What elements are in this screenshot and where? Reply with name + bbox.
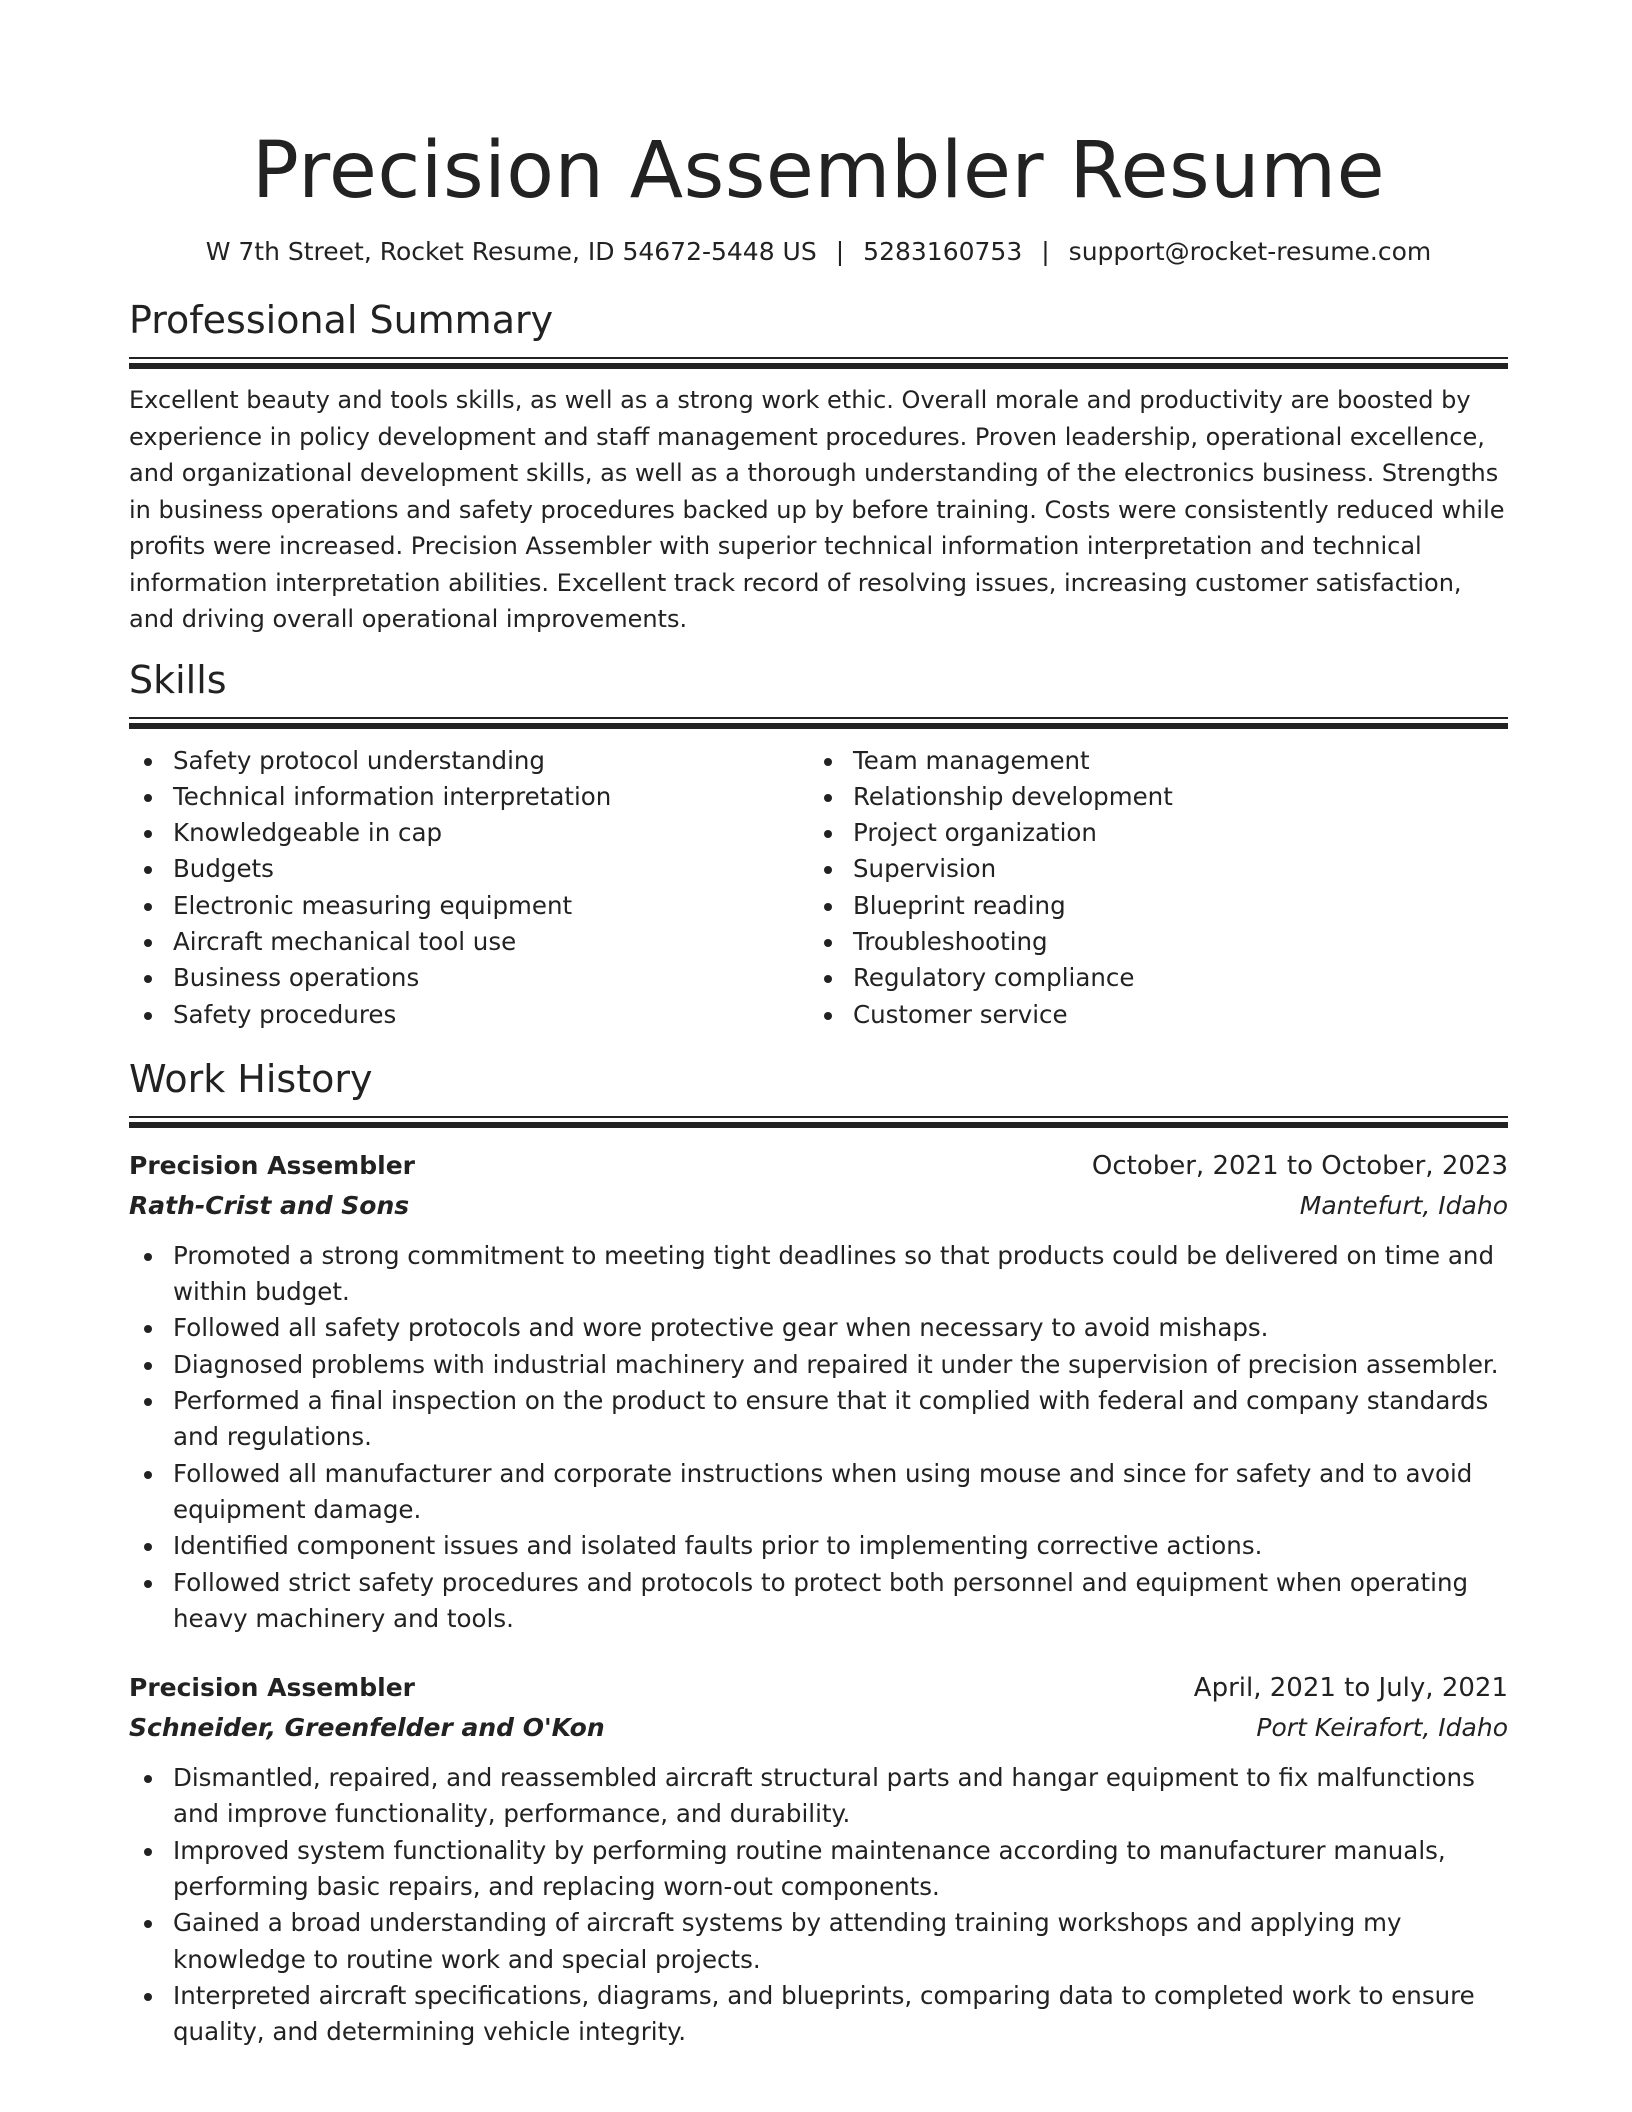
contact-email: support@rocket-resume.com xyxy=(1068,237,1432,266)
job-title: Precision Assembler xyxy=(129,1150,415,1180)
skills-right-column xyxy=(809,743,1489,1033)
work-history-section xyxy=(129,1054,1508,2051)
skill-item: Electronic measuring equipment xyxy=(129,888,809,924)
job-dates: April, 2021 to July, 2021 xyxy=(1193,1673,1508,1704)
job-bullets xyxy=(129,1238,1508,1637)
job-location: Port Keirafort, Idaho xyxy=(1256,1713,1508,1743)
skills-left-column xyxy=(129,743,809,1033)
job-location: Mantefurt, Idaho xyxy=(1299,1190,1508,1220)
job-entry xyxy=(129,1668,1508,2050)
contact-phone: 5283160753 xyxy=(863,237,1023,266)
skill-item: Troubleshooting xyxy=(809,924,1489,960)
job-bullet: Improved system functionality by performing routine maintenance according to manufacturer manuals, performing basic repairs, and replacing worn-out components. xyxy=(129,1833,1508,1906)
skill-item: Technical information interpretation xyxy=(129,779,809,815)
skill-item: Business operations xyxy=(129,960,809,996)
job-bullet: Promoted a strong commitment to meeting tight deadlines so that products could be delivered on time and within budget. xyxy=(129,1238,1508,1311)
summary-section xyxy=(129,295,1508,638)
skill-item: Safety protocol understanding xyxy=(129,743,809,779)
contact-address: W 7th Street, Rocket Resume, ID 54672-5448 US xyxy=(205,237,817,266)
summary-heading: Professional Summary xyxy=(129,298,554,342)
job-company-row xyxy=(129,1708,1508,1748)
job-company-row xyxy=(129,1186,1508,1226)
job-header-row xyxy=(129,1146,1508,1186)
contact-separator: | xyxy=(835,237,845,266)
job-company: Schneider, Greenfelder and O'Kon xyxy=(129,1713,605,1743)
skill-item: Knowledgeable in cap xyxy=(129,815,809,851)
job-company: Rath-Crist and Sons xyxy=(129,1190,410,1220)
skills-section xyxy=(129,655,1508,1033)
job-title: Precision Assembler xyxy=(129,1673,415,1703)
summary-text: Excellent beauty and tools skills, as well as a strong work ethic. Overall morale and productivity are boosted by experience in policy development and staff management procedures. Proven leadership, operational excellence, and organizational development skills, as well as a thorough understanding of the electronics business. Strengths in business operations and safety procedures backed up by before training. Costs were consistently reduced while profits were increased. Precision Assembler with superior technical information interpretation and technical information interpretation abilities. Excellent track record of resolving issues, increasing customer satisfaction, and driving overall operational improvements. xyxy=(129,386,1505,633)
job-bullet: Diagnosed problems with industrial machinery and repaired it under the supervision of precision assembler. xyxy=(129,1347,1508,1383)
skill-item: Relationship development xyxy=(809,779,1489,815)
skill-item: Safety procedures xyxy=(129,997,809,1033)
section-divider xyxy=(129,717,1508,729)
contact-line xyxy=(129,235,1508,269)
skill-item: Budgets xyxy=(129,851,809,887)
work-history-heading: Work History xyxy=(129,1056,373,1101)
skill-item: Aircraft mechanical tool use xyxy=(129,924,809,960)
job-entry xyxy=(129,1146,1508,1637)
job-bullet: Dismantled, repaired, and reassembled aircraft structural parts and hangar equipment to fix malfunctions and improve functionality, performance, and durability. xyxy=(129,1760,1508,1833)
job-bullets xyxy=(129,1760,1508,2050)
skill-item: Supervision xyxy=(809,851,1489,887)
skill-item: Project organization xyxy=(809,815,1489,851)
skills-heading: Skills xyxy=(129,657,227,702)
section-divider xyxy=(129,1116,1508,1128)
skill-item: Customer service xyxy=(809,997,1489,1033)
job-bullet: Followed all manufacturer and corporate instructions when using mouse and since for safety and to avoid equipment damage. xyxy=(129,1456,1508,1529)
skill-item: Blueprint reading xyxy=(809,888,1489,924)
skill-item: Team management xyxy=(809,743,1489,779)
contact-separator: | xyxy=(1041,237,1050,266)
resume-title: Precision Assembler Resume xyxy=(251,126,1386,216)
skill-item: Regulatory compliance xyxy=(809,960,1489,996)
job-bullet: Identified component issues and isolated faults prior to implementing corrective actions. xyxy=(129,1528,1508,1564)
job-header-row xyxy=(129,1668,1508,1708)
job-bullet: Gained a broad understanding of aircraft systems by attending training workshops and applying my knowledge to routine work and special projects. xyxy=(129,1905,1508,1978)
job-bullet: Followed strict safety procedures and protocols to protect both personnel and equipment when operating heavy machinery and tools. xyxy=(129,1565,1508,1638)
job-bullet: Interpreted aircraft specifications, diagrams, and blueprints, comparing data to completed work to ensure quality, and determining vehicle integrity. xyxy=(129,1978,1508,2051)
job-bullet: Performed a final inspection on the product to ensure that it complied with federal and company standards and regulations. xyxy=(129,1383,1508,1456)
skills-columns xyxy=(129,743,1508,1033)
section-divider xyxy=(129,357,1508,369)
resume-content xyxy=(129,116,1508,2051)
job-dates: October, 2021 to October, 2023 xyxy=(1091,1150,1508,1181)
job-bullet: Followed all safety protocols and wore protective gear when necessary to avoid mishaps. xyxy=(129,1310,1508,1346)
